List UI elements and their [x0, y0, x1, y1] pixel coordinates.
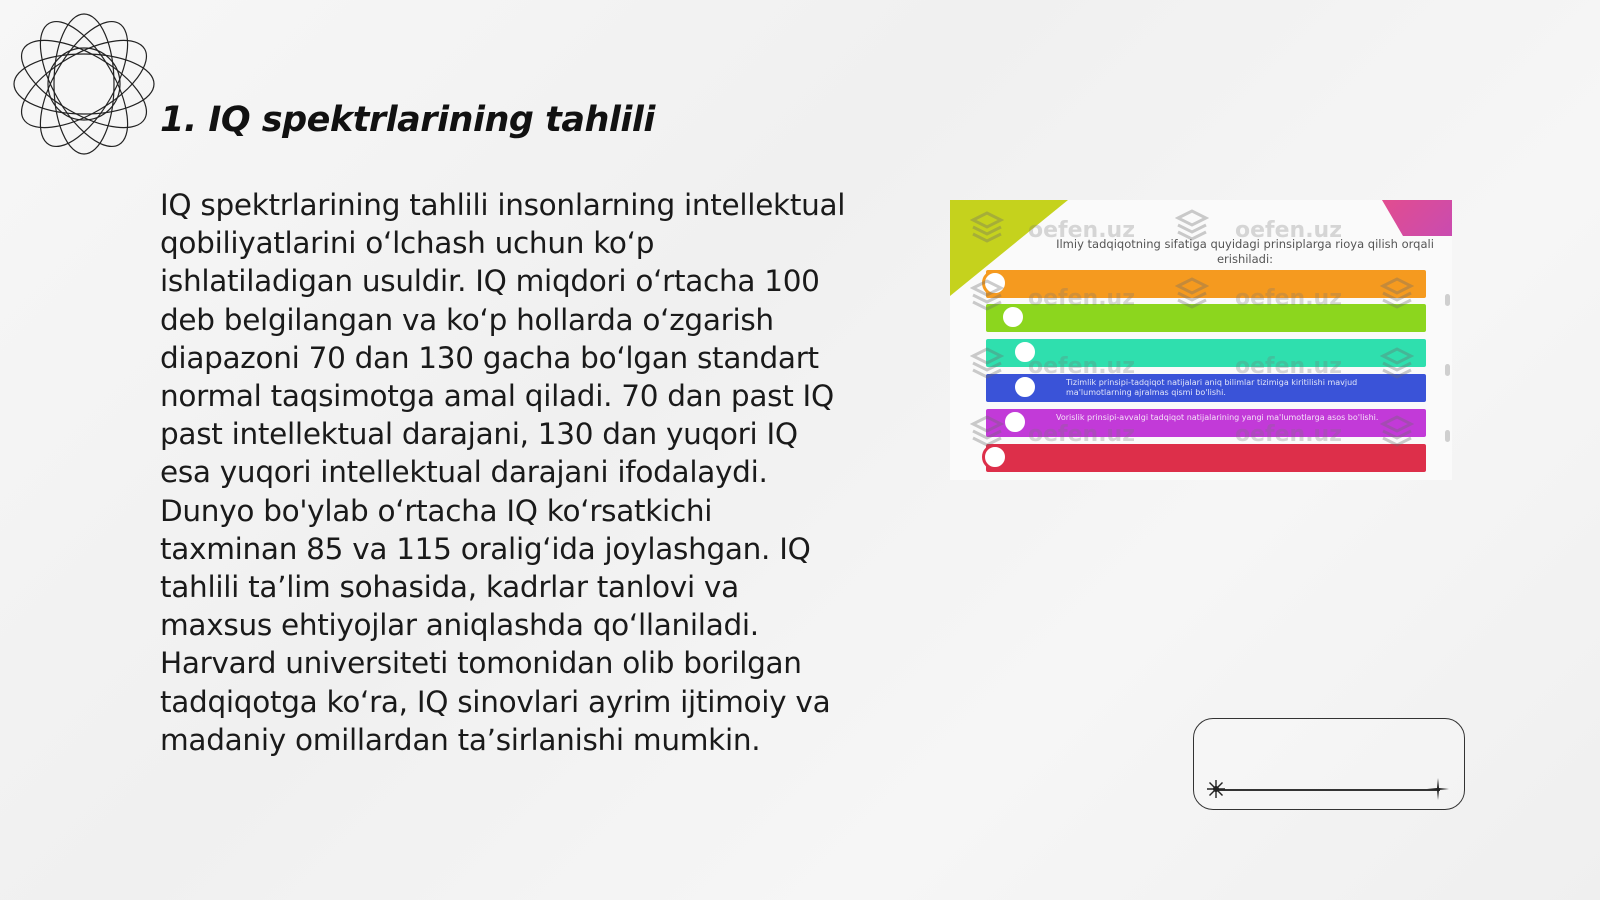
band-circle-5: [1002, 409, 1028, 435]
slide-body-text: IQ spektrlarining tahlili insonlarning intellektual qobiliyatlarini oʻlchash uchun koʻp ishlatiladigan usuldir. IQ miqdori oʻrtacha 100 deb belgilangan va koʻp hollarda oʻzgarish diapazoni 70 dan 130 gacha boʻlgan standart normal taqsimotga amal qiladi. 70 dan past IQ past intellektual darajani, 130 dan yuqori IQ esa yuqori intellektual darajani ifodalaydi. Dunyo bo'ylab oʻrtacha IQ koʻrsatkichi taxminan 85 va 115 oraligʻida joylashgan. IQ tahlili taʼlim sohasida, kadrlar tanlovi va maxsus ehtiyojlar aniqlashda qoʻllaniladi. Harvard universiteti tomonidan olib borilgan tadqiqotga koʻra, IQ sinovlari ayrim ijtimoiy va madaniy omillardan taʼsirlanishi mumkin.: [160, 188, 846, 757]
watermark-layers-icon: [970, 414, 1004, 448]
principle-band-6: [986, 444, 1426, 472]
watermark-layers-icon: [1380, 276, 1414, 310]
watermark-text: oefen.uz: [1235, 218, 1343, 243]
infographic-image: [950, 200, 1452, 480]
plus-sparkle-icon: [1426, 777, 1450, 801]
slider-line: [1218, 789, 1440, 791]
watermark-text: oefen.uz: [1235, 286, 1343, 311]
rosette-ornament-icon: [10, 10, 158, 158]
watermark-layers-icon: [970, 278, 1004, 312]
watermark-layers-icon: [970, 210, 1004, 244]
watermark-text: oefen.uz: [1235, 354, 1343, 379]
principle-band-4: Tizimlik prinsipi-tadqiqot natijalari aniq bilimlar tizimiga kiritilishi mavjud ma'lumotlarning ajralmas qismi bo'lishi.: [986, 374, 1426, 402]
slide-title: 1. IQ spektrlarining tahlili: [160, 100, 655, 140]
watermark-text: oefen.uz: [1028, 422, 1136, 447]
watermark-text: oefen.uz: [1235, 422, 1343, 447]
infographic-heading: Ilmiy tadqiqotning sifatiga quyidagi prinsiplarga rioya qilish orqali erishiladi:: [1056, 237, 1434, 266]
pink-corner-shape: [1382, 200, 1452, 236]
decorative-slider-card: [1193, 718, 1465, 810]
watermark-layers-icon: [1380, 414, 1414, 448]
sun-icon: [1206, 779, 1226, 799]
watermark-layers-icon: [1175, 208, 1209, 242]
watermark-layers-icon: [1175, 276, 1209, 310]
watermark-text: oefen.uz: [1028, 286, 1136, 311]
watermark-layers-icon: [1380, 346, 1414, 380]
side-marker: [1445, 294, 1450, 306]
watermark-text: oefen.uz: [1028, 354, 1136, 379]
side-marker: [1445, 430, 1450, 442]
watermark-text: oefen.uz: [1028, 218, 1136, 243]
watermark-layers-icon: [970, 346, 1004, 380]
principle-band-5: Vorislik prinsipi-avvalgi tadqiqot natijalarining yangi ma'lumotlarga asos bo'lishi.: [986, 409, 1426, 437]
side-marker: [1445, 364, 1450, 376]
